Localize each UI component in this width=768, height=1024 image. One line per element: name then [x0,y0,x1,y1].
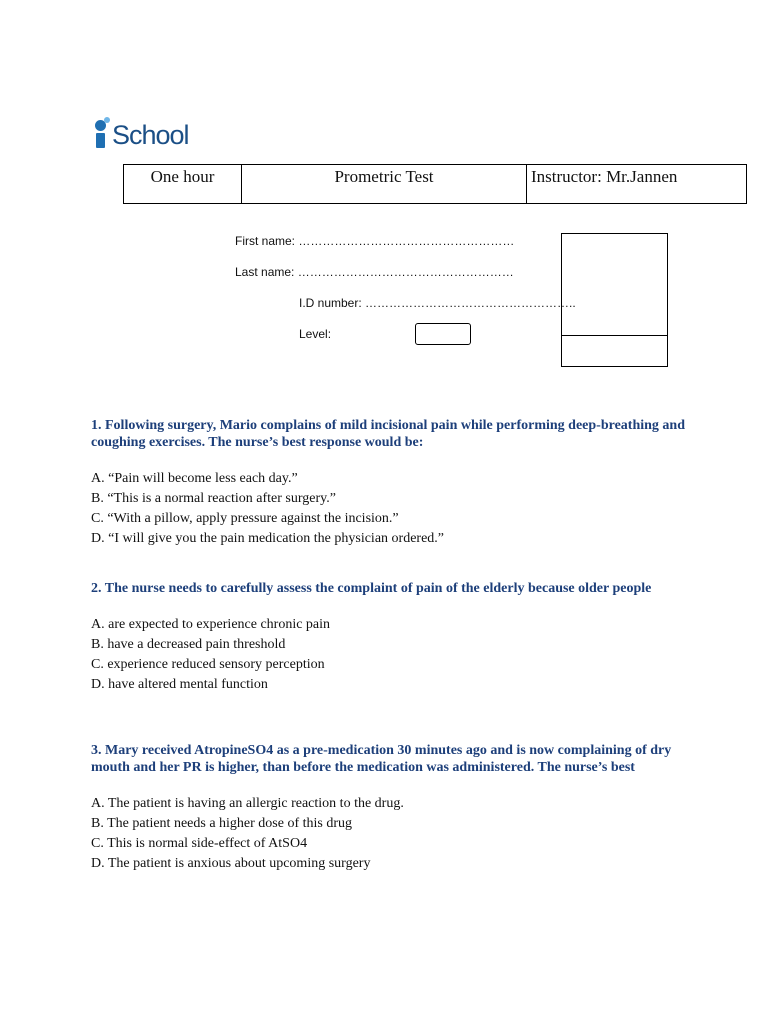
test-title-cell: Prometric Test [242,165,527,204]
answer-option[interactable]: B. have a decreased pain threshold [91,637,286,652]
last-name-field[interactable]: Last name: ……………………………………………… [235,265,514,279]
answer-option[interactable]: C. This is normal side-effect of AtSO4 [91,836,308,851]
logo-text: School [112,120,189,150]
answer-option[interactable]: A. are expected to experience chronic pain [91,617,331,632]
answer-option[interactable]: B. The patient needs a higher dose of this drug [91,816,353,831]
answer-option[interactable]: C. “With a pillow, apply pressure against the incision.” [91,511,399,526]
answer-option[interactable]: A. The patient is having an allergic reaction to the drug. [91,796,404,811]
answer-option[interactable]: D. have altered mental function [91,677,268,692]
first-name-field[interactable]: First name: ……………………………………………… [235,234,515,248]
question-title: 3. Mary received AtropineSO4 as a pre-medication 30 minutes ago and is now complaining of dry mouth and her PR is higher, than before the medication was administered. The nurse’s best [91,743,672,775]
answer-option[interactable]: C. experience reduced sensory perception [91,657,325,672]
school-logo [93,116,189,150]
instructor-cell: Instructor: Mr.Jannen [527,165,747,204]
level-input-box[interactable] [415,323,471,345]
duration-cell: One hour [124,165,242,204]
answer-option[interactable]: D. “I will give you the pain medication the physician ordered.” [91,531,445,546]
question-2 [91,580,691,695]
photo-box [561,233,668,367]
question-title: 2. The nurse needs to carefully assess the complaint of pain of the elderly because older people [91,581,652,596]
test-header-table [123,164,747,204]
question-title: 1. Following surgery, Mario complains of mild incisional pain while performing deep-breathing and coughing exercises. The nurse’s best response would be: [91,418,685,450]
question-1 [91,417,691,549]
id-number-field[interactable]: I.D number: …………………………………………….. [299,296,576,310]
level-label: Level: [299,327,332,341]
answer-option[interactable]: D. The patient is anxious about upcoming surgery [91,856,371,871]
answer-option[interactable]: B. “This is a normal reaction after surgery.” [91,491,336,506]
logo-i-icon [93,120,110,150]
question-3 [91,742,691,874]
photo-box-divider [562,335,667,336]
answer-option[interactable]: A. “Pain will become less each day.” [91,471,298,486]
